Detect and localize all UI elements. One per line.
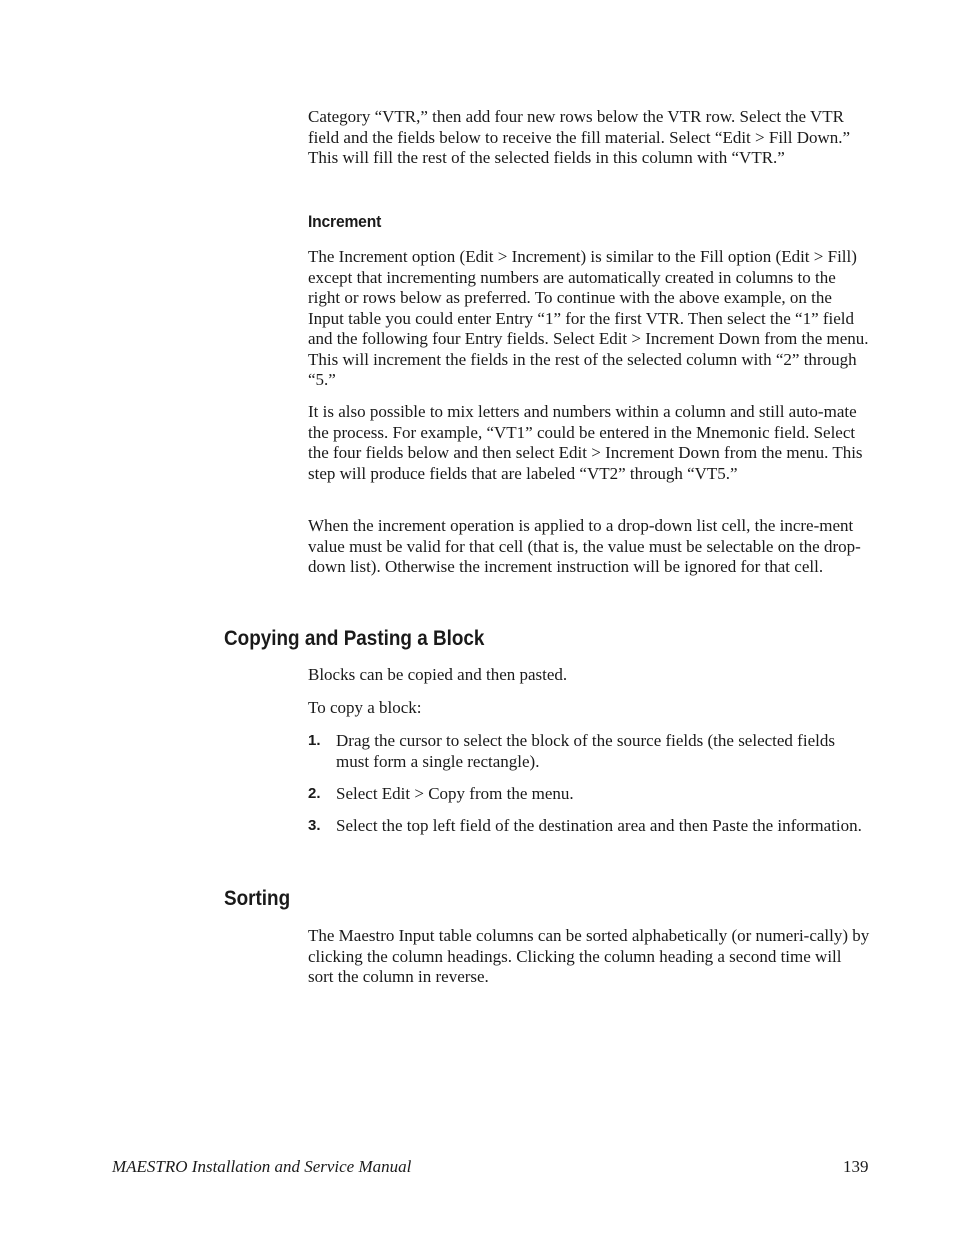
copying-heading: Copying and Pasting a Block — [224, 627, 485, 650]
copying-lead: To copy a block: — [308, 698, 422, 717]
intro-paragraph: Category “VTR,” then add four new rows below the VTR row. Select the VTR field and the fields below to receive the fill material. Select “Edit > Fill Down.” This will fill the rest of the selected fields in this column with “VTR.” — [308, 107, 851, 167]
page-number: 139 — [843, 1157, 869, 1176]
step-2 — [308, 784, 870, 805]
step-number: 2. — [308, 785, 321, 802]
increment-heading: Increment — [308, 212, 382, 231]
increment-paragraph-3: When the increment operation is applied to a drop-down list cell, the incre-ment value must be valid for that cell (that is, the value must be selectable on the drop-down list). Otherwise the increment instruction will be ignored for that cell. — [308, 516, 861, 576]
step-text: Drag the cursor to select the block of the source fields (the selected fields must form a single rectangle). — [336, 731, 835, 771]
step-number: 1. — [308, 732, 321, 749]
increment-paragraph-1: The Increment option (Edit > Increment) is similar to the Fill option (Edit > Fill) except that incrementing numbers are automatically created in columns to the right or rows below as preferred. To continue with the above example, on the Input table you could enter Entry “1” for the first VTR. Then select the “1” field and the following four Entry fields. Select Edit > Increment Down from the menu. This will increment the fields in the rest of the selected column with “2” through “5.” — [308, 247, 869, 389]
step-number: 3. — [308, 817, 321, 834]
increment-paragraph-2: It is also possible to mix letters and numbers within a column and still auto-mate the process. For example, “VT1” could be entered in the Mnemonic field. Select the four fields below and then select Edit > Increment Down from the menu. This step will produce fields that are labeled “VT2” through “VT5.” — [308, 402, 863, 483]
copying-intro: Blocks can be copied and then pasted. — [308, 665, 568, 684]
step-text: Select the top left field of the destination area and then Paste the information. — [336, 816, 862, 835]
step-1 — [308, 731, 870, 772]
sorting-heading: Sorting — [224, 887, 291, 910]
footer-title: MAESTRO Installation and Service Manual — [112, 1157, 412, 1176]
step-3 — [308, 816, 870, 837]
step-text: Select Edit > Copy from the menu. — [336, 784, 574, 803]
sorting-paragraph: The Maestro Input table columns can be sorted alphabetically (or numeri-cally) by clicking the column headings. Clicking the column heading a second time will sort the column in reverse. — [308, 926, 870, 986]
